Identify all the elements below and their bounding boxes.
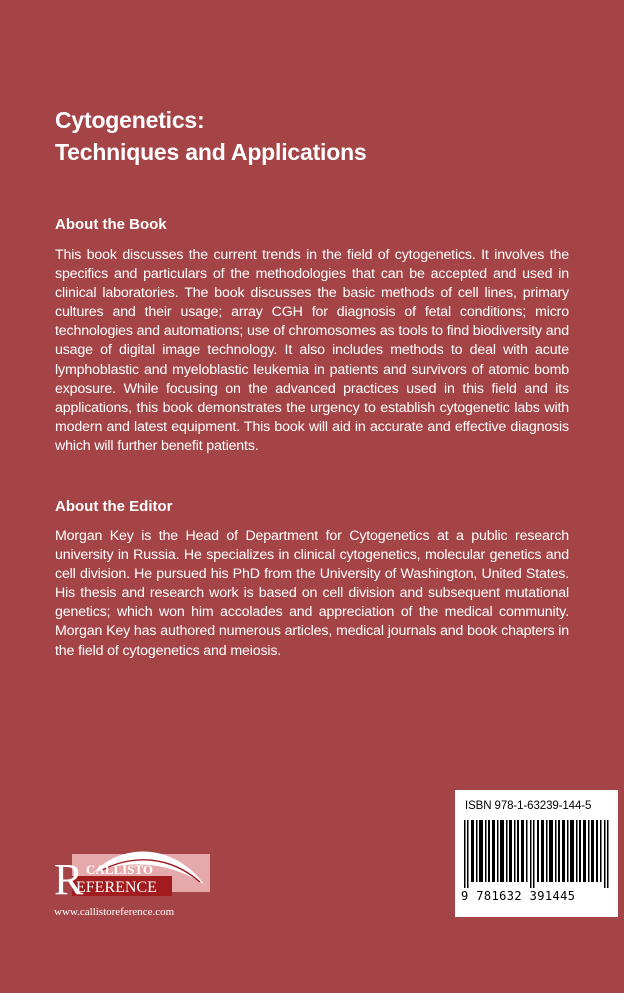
isbn-digits: 9 781632 391445	[461, 889, 576, 903]
about-book-heading: About the Book	[55, 216, 167, 233]
publisher-website: www.callistoreference.com	[54, 906, 175, 918]
book-title	[55, 104, 367, 168]
isbn-barcode-box	[455, 790, 618, 917]
about-editor-text: Morgan Key is the Head of Department for Cytogenetics at a public research university in Russia. He specializes in clinical cytogenetics, molecular genetics and cell division. He pursued his PhD from the University of Washington, United States. His thesis and research work is based on cell division and subsequent mutational genetics; which won him accolades and appreciation of the medical community. Morgan Key has authored numerous articles, medical journals and book chapters in the field of cytogenetics and meiosis.	[55, 528, 569, 659]
barcode-image	[464, 820, 610, 888]
svg-text:CALLISTO: CALLISTO	[86, 862, 153, 877]
isbn-label: ISBN 978-1-63239-144-5	[465, 800, 592, 812]
about-editor-heading: About the Editor	[55, 498, 173, 515]
svg-text:R: R	[54, 855, 84, 902]
book-title-line2: Techniques and Applications	[55, 139, 367, 165]
callisto-reference-logo	[54, 846, 214, 902]
svg-text:EFERENCE: EFERENCE	[76, 879, 157, 896]
book-title-line1: Cytogenetics:	[55, 107, 205, 133]
about-book-text: This book discusses the current trends in the field of cytogenetics. It involves the specifics and particulars of the methodologies that can be accepted and used in clinical laboratories. The book discusses the basic methods of cell lines, primary cultures and their usage; array CGH for diagnosis of fetal conditions; micro technologies and automations; use of chromosomes as tools to find biodiversity and usage of digital image technology. It also includes methods to deal with acute lymphoblastic and myeloblastic leukemia in patients and survivors of atomic bomb exposure. While focusing on the advanced practices used in this field and its applications, this book demonstrates the urgency to establish cytogenetic labs with modern and latest equipment. This book will aid in accurate and effective diagnosis which will further benefit patients.	[55, 247, 569, 454]
